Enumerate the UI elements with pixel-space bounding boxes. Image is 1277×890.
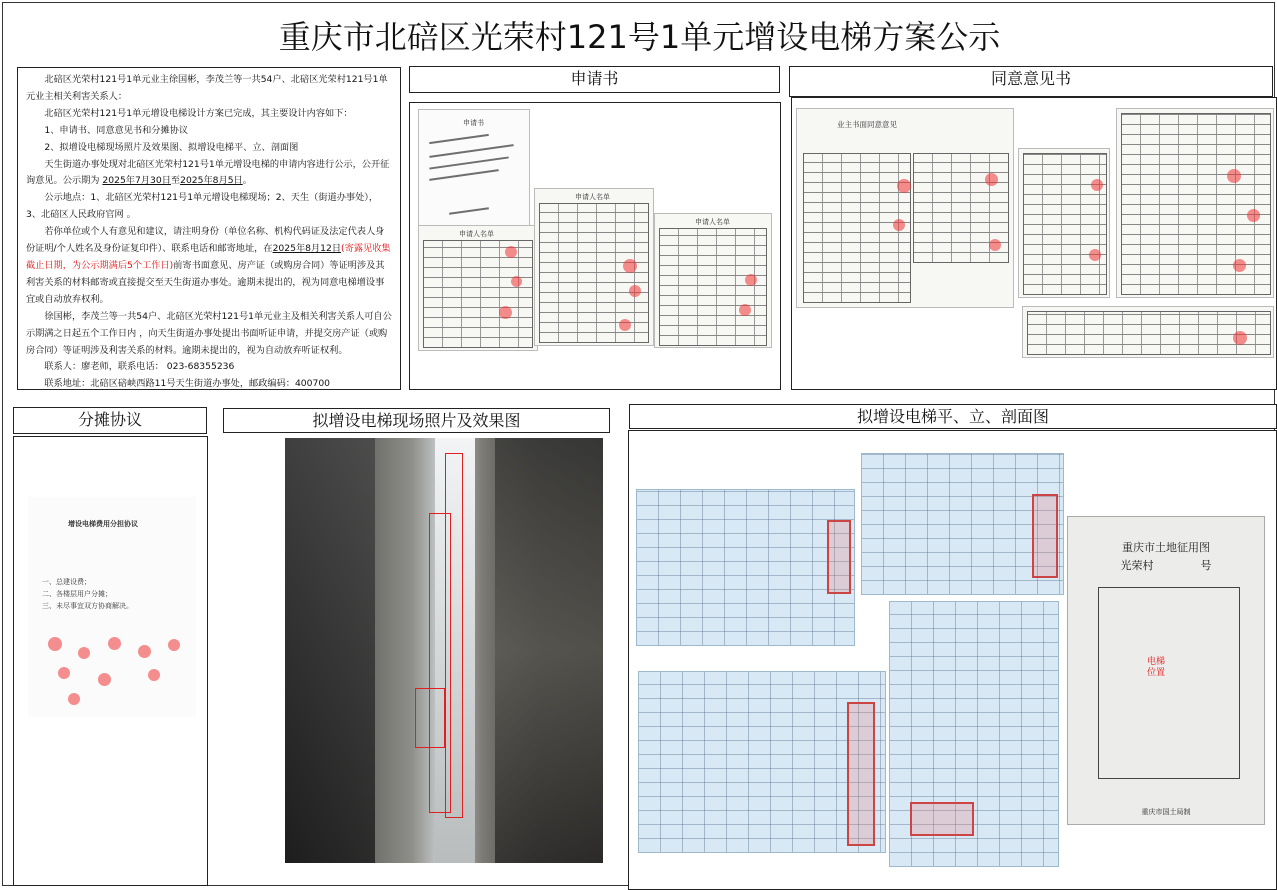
period-tail: 。 [242, 175, 252, 187]
notice-item-1: 1、申请书、同意意见书和分摊协议 [44, 124, 189, 136]
fingerprint-stamp [1233, 259, 1246, 272]
notice-contact: 联系人：廖老师，联系电话： 023-68355236 [44, 361, 235, 373]
applicant-list-heading: 申请人名单 [575, 193, 610, 201]
fingerprint-stamp [58, 667, 70, 679]
cost-share-panel [13, 436, 208, 886]
application-panel [409, 102, 781, 390]
notice-addressee: 北碚区光荣村121号1单元业主徐国彬，李茂兰等一共54户、北碚区光荣村121号1单元业主相关利害关系人： [26, 74, 388, 102]
fingerprint-stamp [98, 673, 111, 686]
consent-form-heading: 业主书面同意意见 [837, 120, 897, 129]
notice-opinion [26, 224, 392, 309]
elevator-landing-outline [415, 688, 445, 748]
fingerprint-stamp [48, 637, 62, 651]
fingerprint-stamp [511, 276, 522, 287]
land-survey-map [1067, 516, 1265, 825]
cost-item-1: 一、总建设费； [42, 578, 91, 586]
section-header-drawings: 拟增设电梯平、立、剖面图 [629, 404, 1277, 429]
notice-text-panel [17, 67, 401, 390]
fingerprint-stamp [629, 285, 641, 297]
elevation-drawing-top [861, 453, 1064, 595]
consent-list-bottom [1022, 306, 1274, 358]
fingerprint-stamp [505, 246, 517, 258]
land-parcel-outline [1098, 587, 1240, 779]
fingerprint-stamp [739, 304, 751, 316]
site-photo [285, 438, 603, 863]
land-map-title: 重庆市土地征用图 [1122, 541, 1210, 554]
fingerprint-stamp [1089, 249, 1101, 261]
fingerprint-stamp [1091, 179, 1103, 191]
period-to: 至 [170, 175, 181, 187]
notice-period-text: 天生街道办事处现对北碚区光荣村121号1单元增设电梯的申请内容进行公示，公开征询意见。公示期为 [26, 158, 390, 187]
section-header-photo: 拟增设电梯现场照片及效果图 [223, 408, 610, 433]
elevation-drawing [638, 671, 886, 853]
cost-share-document [28, 497, 196, 717]
applicant-table [539, 203, 649, 343]
application-letter-heading: 申请书 [463, 119, 484, 127]
handwriting-line [429, 156, 508, 169]
fingerprint-stamp [499, 306, 512, 319]
cost-item-3: 三、未尽事宜双方协商解决。 [42, 602, 133, 610]
section-header-application: 申请书 [409, 66, 780, 93]
handwriting-line [429, 134, 489, 144]
section-header-cost-share: 分摊协议 [13, 407, 207, 434]
consent-table [1023, 153, 1107, 295]
deadline-date: 2025年8月12日 [272, 243, 342, 255]
notice-opinion-tail: 前寄书面意见、房产证（或购房合同）等证明涉及其利害关系的材料邮寄或直接提交至天生街道办事处。逾期未提出的，视为同意电梯增设事宜或自动放弃权利。 [26, 259, 385, 305]
elevator-position-label: 电梯位置 [1146, 657, 1165, 678]
consent-list [1018, 148, 1110, 298]
fingerprint-stamp [68, 693, 80, 705]
right-building-wall [495, 438, 603, 863]
notice-hearing: 徐国彬，李茂兰等一共54户、北碚区光荣村121号1单元业主及相关利害关系人可自公示期满之日起五个工作日内 ，向天生街道办事处提出书面听证申请，并提交房产证（或购房合同）等证明涉及利害关系的材料。逾期未提出的，视为自动放弃听证权利。 [26, 310, 392, 356]
fingerprint-stamp [108, 637, 121, 650]
consent-list [1116, 108, 1274, 298]
applicant-list-heading: 申请人名单 [695, 218, 730, 226]
applicant-list-3 [654, 213, 772, 348]
land-map-address [1068, 557, 1264, 573]
cost-item-2: 二、各楼层用户分摊； [42, 590, 112, 598]
fingerprint-stamp [985, 173, 998, 186]
application-letter [418, 109, 530, 227]
fingerprint-stamp [893, 219, 905, 231]
approval-stamp [847, 702, 875, 846]
notice-location: 公示地点：1、北碚区光荣村121号1单元增设电梯现场；2、天生（街道办事处），3、北碚区人民政府官网 。 [26, 192, 379, 221]
fingerprint-stamp [989, 239, 1001, 251]
notice-address: 联系地址：北碚区碚峡西路11号天生街道办事处，邮政编码：400700 [44, 378, 331, 390]
fingerprint-stamp [138, 645, 151, 658]
fingerprint-stamp [1233, 331, 1247, 345]
applicant-table [659, 228, 767, 346]
notice-opinion-text: 若你单位或个人有意见和建议，请注明身份（单位名称、机构代码证及法定代表人身份证明/个人姓名及身份证复印件）、联系电话和邮寄地址，在 [26, 226, 385, 255]
applicant-list-2 [534, 188, 654, 346]
notice-item-2: 2、拟增设电梯现场照片及效果图、拟增设电梯平、立、剖面图 [44, 141, 299, 153]
handwriting-line [429, 144, 513, 158]
cost-share-heading: 增设电梯费用分担协议 [68, 520, 138, 528]
floor-plan-drawing [636, 489, 855, 646]
section-header-consent: 同意意见书 [789, 66, 1273, 97]
land-map-hao: 号 [1200, 559, 1212, 572]
left-building-wall [285, 438, 375, 863]
land-map-footer: 重庆市国土局制 [1141, 808, 1191, 816]
fingerprint-stamp [78, 647, 90, 659]
consent-form [796, 108, 1014, 308]
handwriting-line [429, 169, 499, 181]
applicant-list-heading: 申请人名单 [459, 230, 494, 238]
drawing-grid [637, 490, 854, 645]
approval-stamp [827, 520, 851, 594]
fingerprint-stamp [745, 274, 757, 286]
fingerprint-stamp [897, 179, 911, 193]
signature [449, 207, 489, 215]
applicant-list-1 [418, 225, 538, 351]
fingerprint-stamp [623, 259, 637, 273]
consent-table [1121, 113, 1271, 295]
deadline-note: (寄露见收集截止日期，为公示期满后5个工作日) [26, 243, 391, 271]
fingerprint-stamp [1227, 169, 1241, 183]
section-drawing [889, 601, 1059, 867]
applicant-table [423, 240, 533, 348]
land-map-village: 光荣村 [1120, 559, 1154, 572]
page-title: 重庆市北碚区光荣村121号1单元增设电梯方案公示 [278, 18, 1001, 56]
fingerprint-stamp [148, 669, 160, 681]
approval-stamp [910, 802, 974, 836]
proposed-elevator-outline [429, 513, 451, 813]
approval-stamp [1032, 494, 1058, 578]
consent-panel [791, 97, 1277, 390]
period-end: 2025年8月5日 [180, 175, 243, 187]
fingerprint-stamp [168, 639, 180, 651]
notice-intro: 北碚区光荣村121号1单元增设电梯设计方案已完成，其主要设计内容如下： [44, 107, 353, 119]
fingerprint-stamp [619, 319, 631, 331]
period-start: 2025年7月30日 [102, 175, 171, 187]
fingerprint-stamp [1247, 209, 1260, 222]
notice-period [26, 157, 392, 191]
